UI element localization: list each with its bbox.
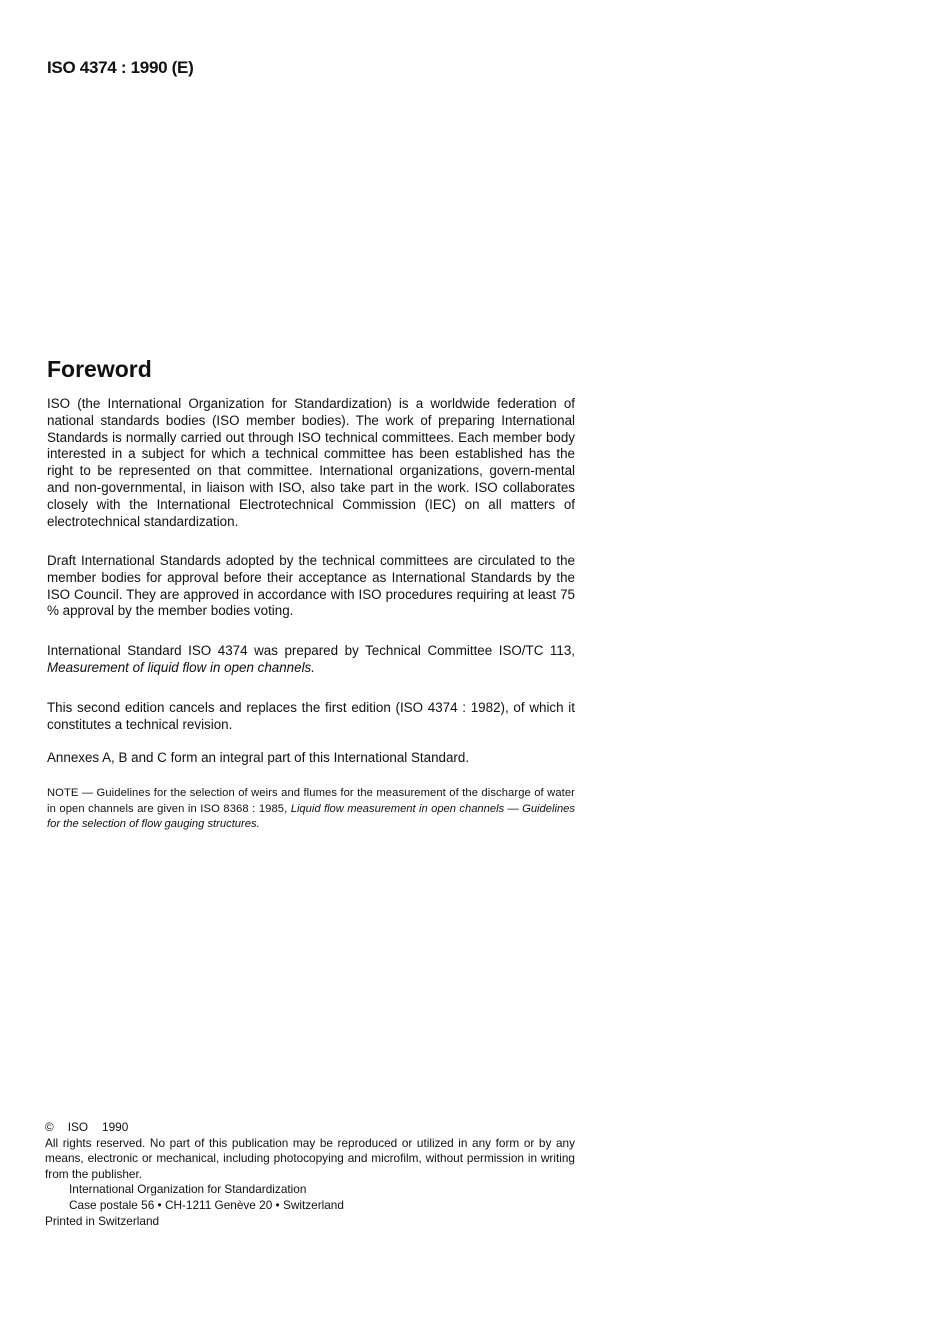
copyright-line <box>45 1120 575 1136</box>
paragraph-3-italic-title: Measurement of liquid flow in open channels. <box>47 659 315 675</box>
copyright-year: 1990 <box>102 1120 129 1134</box>
document-identifier: ISO 4374 : 1990 (E) <box>47 58 194 77</box>
paragraph-3-text: International Standard ISO 4374 was prepared by Technical Committee ISO/TC 113, <box>47 643 575 658</box>
publisher-name: International Organization for Standardization <box>69 1182 307 1197</box>
rights-statement: All rights reserved. No part of this publication may be reproduced or utilized in any form or by any means, electronic or mechanical, including photocopying and microfilm, without permission in writing from the publisher. <box>45 1135 575 1181</box>
note-text: NOTE — Guidelines for the selection of weirs and flumes for the measurement of the discharge of water in open channels are given in ISO 8368 : 1985, <box>47 787 575 815</box>
copyright-block <box>45 1120 575 1229</box>
copyright-symbol: © <box>45 1120 54 1134</box>
foreword-paragraph-4: This second edition cancels and replaces the first edition (ISO 4374 : 1982), of which it constitutes a technical revision. <box>47 700 575 732</box>
note-italic-reference: Liquid flow measurement in open channels — Guidelines for the selection of flow gauging structures. <box>47 802 575 830</box>
publisher-address: Case postale 56 • CH-1211 Genève 20 • Switzerland <box>69 1197 344 1212</box>
printed-location: Printed in Switzerland <box>45 1213 160 1228</box>
foreword-paragraph-1: ISO (the International Organization for Standardization) is a worldwide federation of national standards bodies (ISO member bodies). The work of preparing International Standards is normally carried out through ISO technical committees. Each member body interested in a subject for which a technical committee has been established has the right to be represented on that committee. International organizations, govern-mental and non-governmental, in liaison with ISO, also take part in the work. ISO collaborates closely with the International Electrotechnical Commission (IEC) on all matters of electrotechnical standardization. <box>47 396 575 529</box>
foreword-paragraph-3 <box>47 643 575 677</box>
foreword-note <box>47 786 575 833</box>
foreword-title: Foreword <box>47 356 152 382</box>
copyright-org: ISO <box>67 1120 89 1134</box>
foreword-paragraph-2: Draft International Standards adopted by the technical committees are circulated to the member bodies for approval before their acceptance as International Standards by the ISO Council. They are approved in accordance with ISO procedures requiring at least 75 % approval by the member bodies voting. <box>47 553 575 619</box>
foreword-paragraph-5: Annexes A, B and C form an integral part of this International Standard. <box>47 750 470 765</box>
